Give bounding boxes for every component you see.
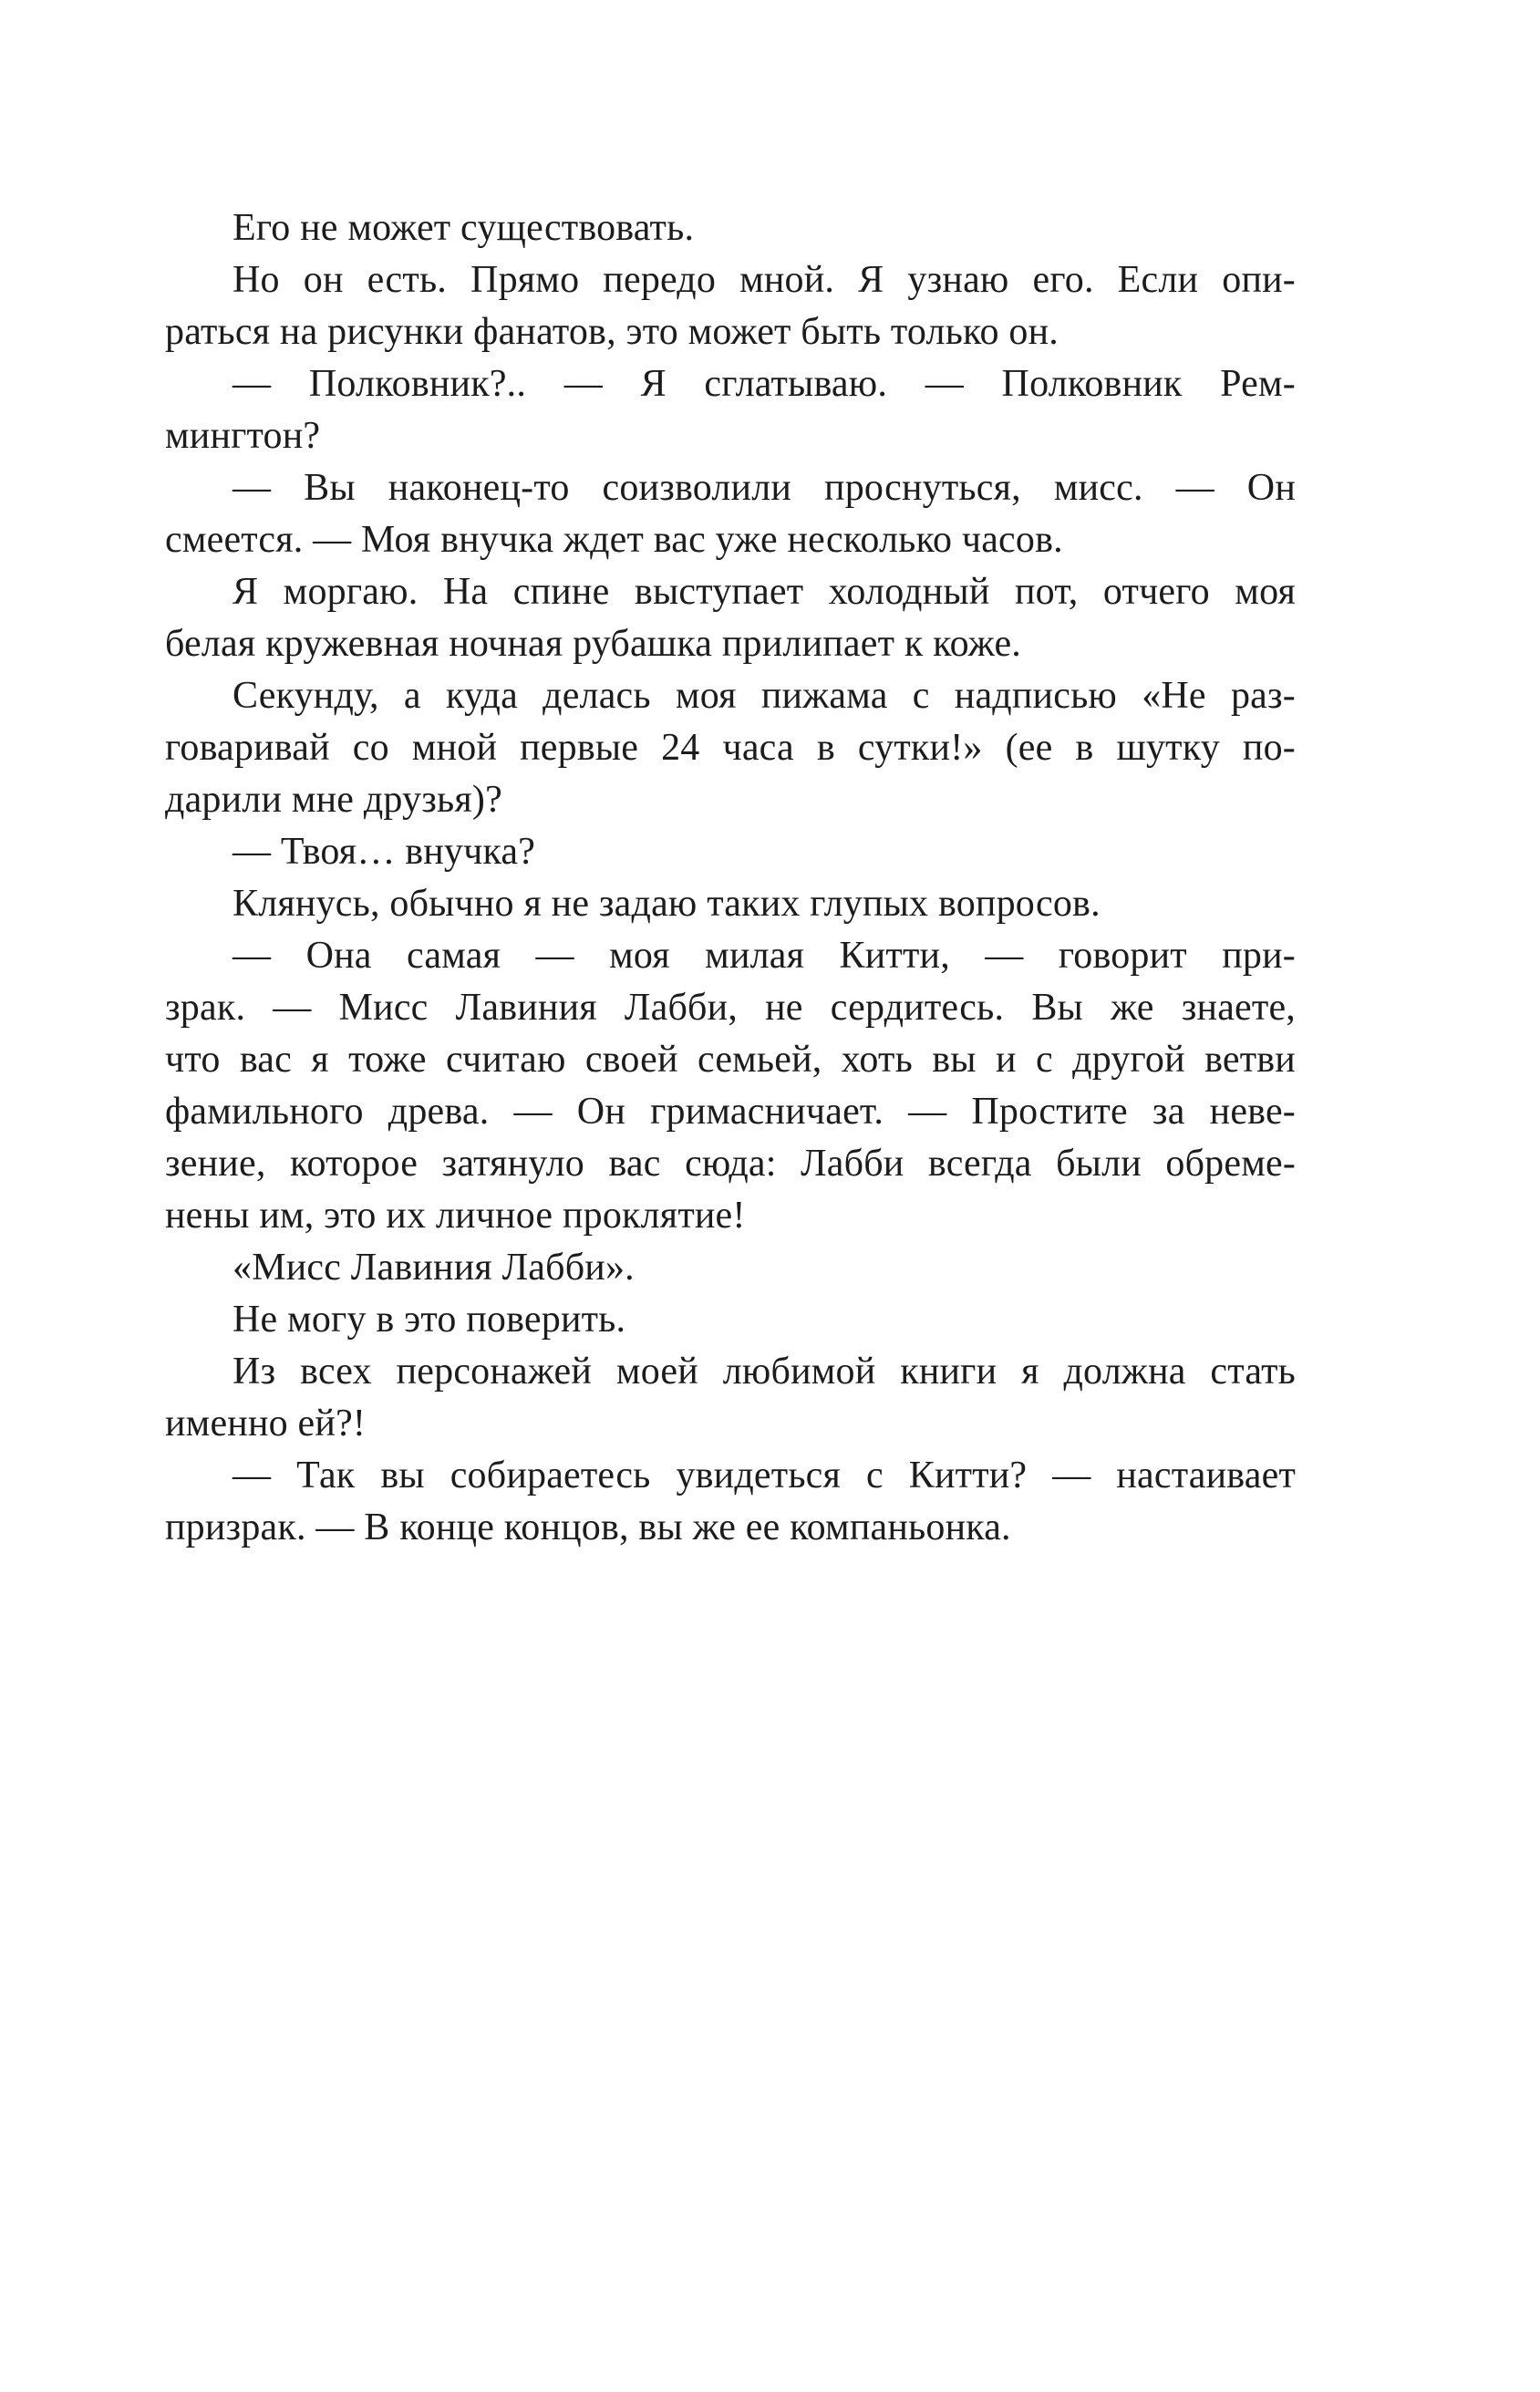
text-line: именно ей?! — [165, 1403, 367, 1445]
paragraph — [165, 1346, 1296, 1450]
text-line: зение, которое затянуло вас сюда: Лабби всегда были обреме- — [165, 1143, 1296, 1185]
paragraph — [165, 358, 1296, 462]
text-line: Из всех персонажей моей любимой книги я должна стать — [233, 1351, 1296, 1393]
text-line: нены им, это их личное проклятие! — [165, 1195, 746, 1237]
paragraph — [165, 1242, 1296, 1294]
text-line: раться на рисунки фанатов, это может быть только он. — [165, 311, 1059, 353]
text-line: говаривай со мной первые 24 часа в сутки!» (ее в шутку по- — [165, 727, 1296, 769]
paragraph — [165, 566, 1296, 670]
text-line: Не могу в это поверить. — [233, 1299, 626, 1341]
paragraph — [165, 826, 1296, 878]
page-text — [165, 202, 1296, 1554]
text-line: — Вы наконец-то соизволили проснуться, мисс. — Он — [233, 467, 1296, 509]
text-line: — Так вы собираетесь увидеться с Китти? — настаивает — [233, 1455, 1296, 1496]
text-line: — Твоя… внучка? — [233, 831, 536, 873]
text-line: Секунду, а куда делась моя пижама с надписью «Не раз- — [233, 675, 1296, 717]
paragraph — [165, 1294, 1296, 1346]
paragraph — [165, 462, 1296, 566]
paragraph — [165, 930, 1296, 1242]
paragraph — [165, 670, 1296, 826]
text-line: белая кружевная ночная рубашка прилипает к коже. — [165, 623, 1021, 665]
text-line: что вас я тоже считаю своей семьей, хоть вы и с другой ветви — [165, 1039, 1296, 1081]
paragraph — [165, 1450, 1296, 1554]
paragraph — [165, 878, 1296, 930]
text-line: Но он есть. Прямо передо мной. Я узнаю его. Если опи- — [233, 259, 1296, 301]
paragraph — [165, 202, 1296, 254]
text-line: «Мисс Лавиния Лабби». — [233, 1247, 635, 1289]
text-line: дарили мне друзья)? — [165, 779, 502, 821]
text-line: призрак. — В конце концов, вы же ее компаньонка. — [165, 1507, 1011, 1548]
text-line: Клянусь, обычно я не задаю таких глупых вопросов. — [233, 883, 1101, 925]
text-line: зрак. — Мисс Лавиния Лабби, не сердитесь. Вы же знаете, — [165, 987, 1296, 1029]
text-line: — Полковник?.. — Я сглатываю. — Полковник Рем- — [233, 363, 1296, 405]
text-line: Я моргаю. На спине выступает холодный пот, отчего моя — [233, 571, 1296, 613]
paragraph — [165, 254, 1296, 358]
text-line: фамильного древа. — Он гримасничает. — Простите за неве- — [165, 1091, 1296, 1133]
text-line: — Она самая — моя милая Китти, — говорит при- — [233, 935, 1296, 977]
text-line: мингтон? — [165, 415, 321, 457]
text-line: смеется. — Моя внучка ждет вас уже несколько часов. — [165, 519, 1063, 561]
text-line: Его не может существовать. — [233, 207, 695, 249]
